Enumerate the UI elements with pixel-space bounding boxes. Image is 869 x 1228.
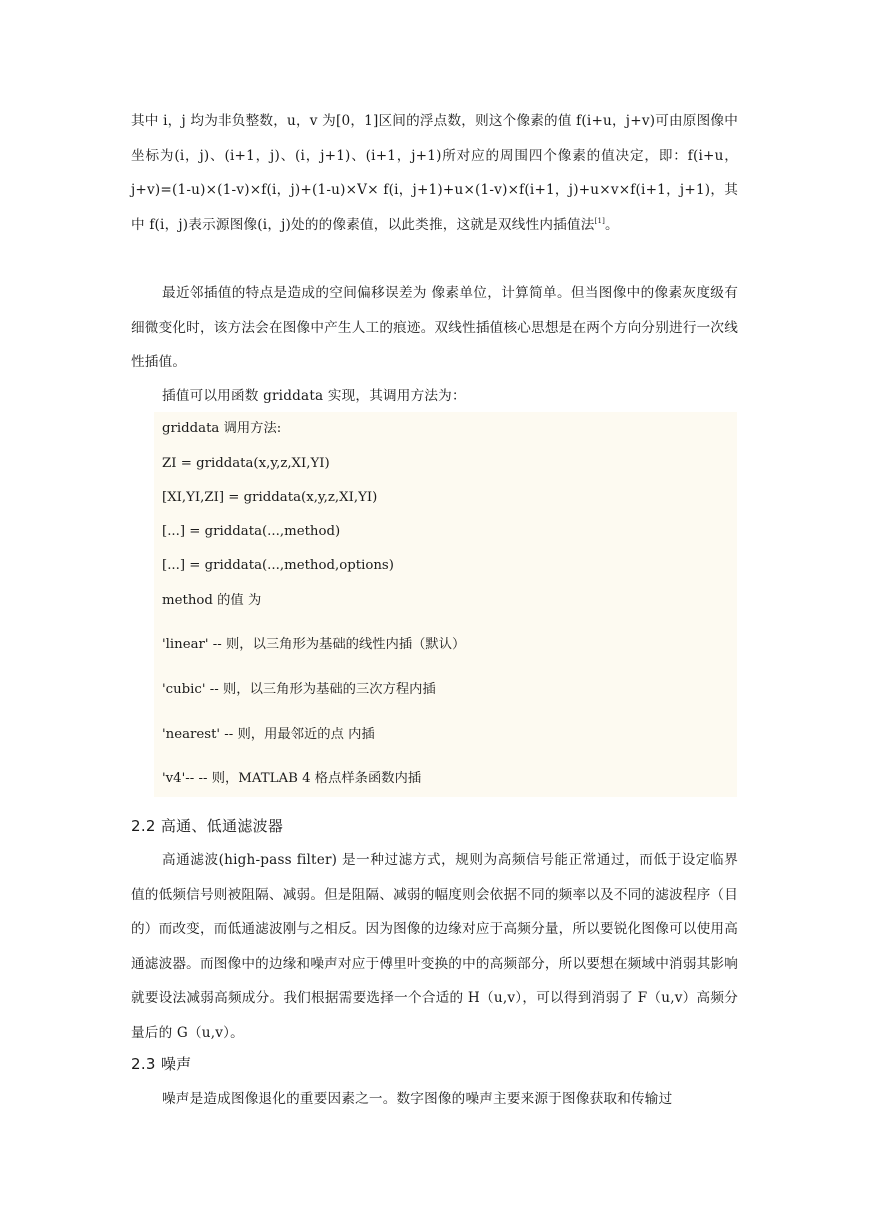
code-line: ZI = griddata(x,y,z,XI,YI) bbox=[162, 456, 330, 471]
code-block-griddata bbox=[154, 412, 737, 797]
code-line: [...] = griddata(...,method,options) bbox=[162, 558, 394, 573]
section-heading-noise: 2.3 噪声 bbox=[131, 1055, 192, 1073]
paragraph-bilinear-formula bbox=[131, 104, 738, 242]
code-line: method 的值 为 bbox=[162, 593, 262, 608]
code-line: 'nearest' -- 则，用最邻近的点 内插 bbox=[162, 727, 375, 742]
paragraph-highpass-filter: 高通滤波(high-pass filter) 是一种过滤方式，规则为高频信号能正常通过，而低于设定临界值的低频信号则被阻隔、减弱。但是阻隔、减弱的幅度则会依据不同的频率以及不同的滤波程序（目的）而改变，而低通滤波刚与之相反。因为图像的边缘对应于高频分量，所以要锐化图像可以使用高通滤波器。而图像中的边缘和噪声对应于傅里叶变换的中的高频部分，所以要想在频域中消弱其影响就要设法减弱高频成分。我们根据需要选择一个合适的 H（u,v），可以得到消弱了 F（u,v）高频分量后的 G（u,v）。 bbox=[131, 852, 738, 1041]
paragraph-bilinear-text: 其中 i，j 均为非负整数，u，v 为[0，1]区间的浮点数，则这个像素的值 f(i+u，j+v)可由原图像中坐标为(i，j)、(i+1，j)、(i，j+1)、(i+1，j+1)所对应的周围四个像素的值决定，即：f(i+u，j+v)=(1-u)×(1-v)×f(i，j)+(1-u)×V× f(i，j+1)+u×(1-v)×f(i+1，j)+u×v×f(i+1，j+1)，其中 f(i，j)表示源图像(i，j)处的的像素值，以此类推，这就是双线性内插值法 bbox=[131, 113, 738, 233]
paragraph-griddata-intro: 插值可以用函数 griddata 实现，其调用方法为： bbox=[162, 388, 466, 404]
code-line: 'linear' -- 则，以三角形为基础的线性内插（默认） bbox=[162, 637, 466, 652]
code-line: 'cubic' -- 则，以三角形为基础的三次方程内插 bbox=[162, 682, 436, 697]
code-line: [XI,YI,ZI] = griddata(x,y,z,XI,YI) bbox=[162, 490, 378, 505]
code-line: 'v4'-- -- 则，MATLAB 4 格点样条函数内插 bbox=[162, 771, 422, 786]
code-line: griddata 调用方法: bbox=[162, 421, 282, 436]
paragraph-nearest-neighbor: 最近邻插值的特点是造成的空间偏移误差为 像素单位，计算简单。但当图像中的像素灰度级有细微变化时，该方法会在图像中产生人工的痕迹。双线性插值核心思想是在两个方向分别进行一次线性插值。 bbox=[131, 285, 738, 370]
paragraph-bilinear-end: 。 bbox=[605, 216, 619, 233]
section-heading-filters: 2.2 高通、低通滤波器 bbox=[131, 817, 284, 835]
paragraph-noise: 噪声是造成图像退化的重要因素之一。数字图像的噪声主要来源于图像获取和传输过 bbox=[162, 1091, 673, 1107]
code-line: [...] = griddata(...,method) bbox=[162, 524, 341, 539]
citation-ref: [1] bbox=[594, 216, 606, 225]
